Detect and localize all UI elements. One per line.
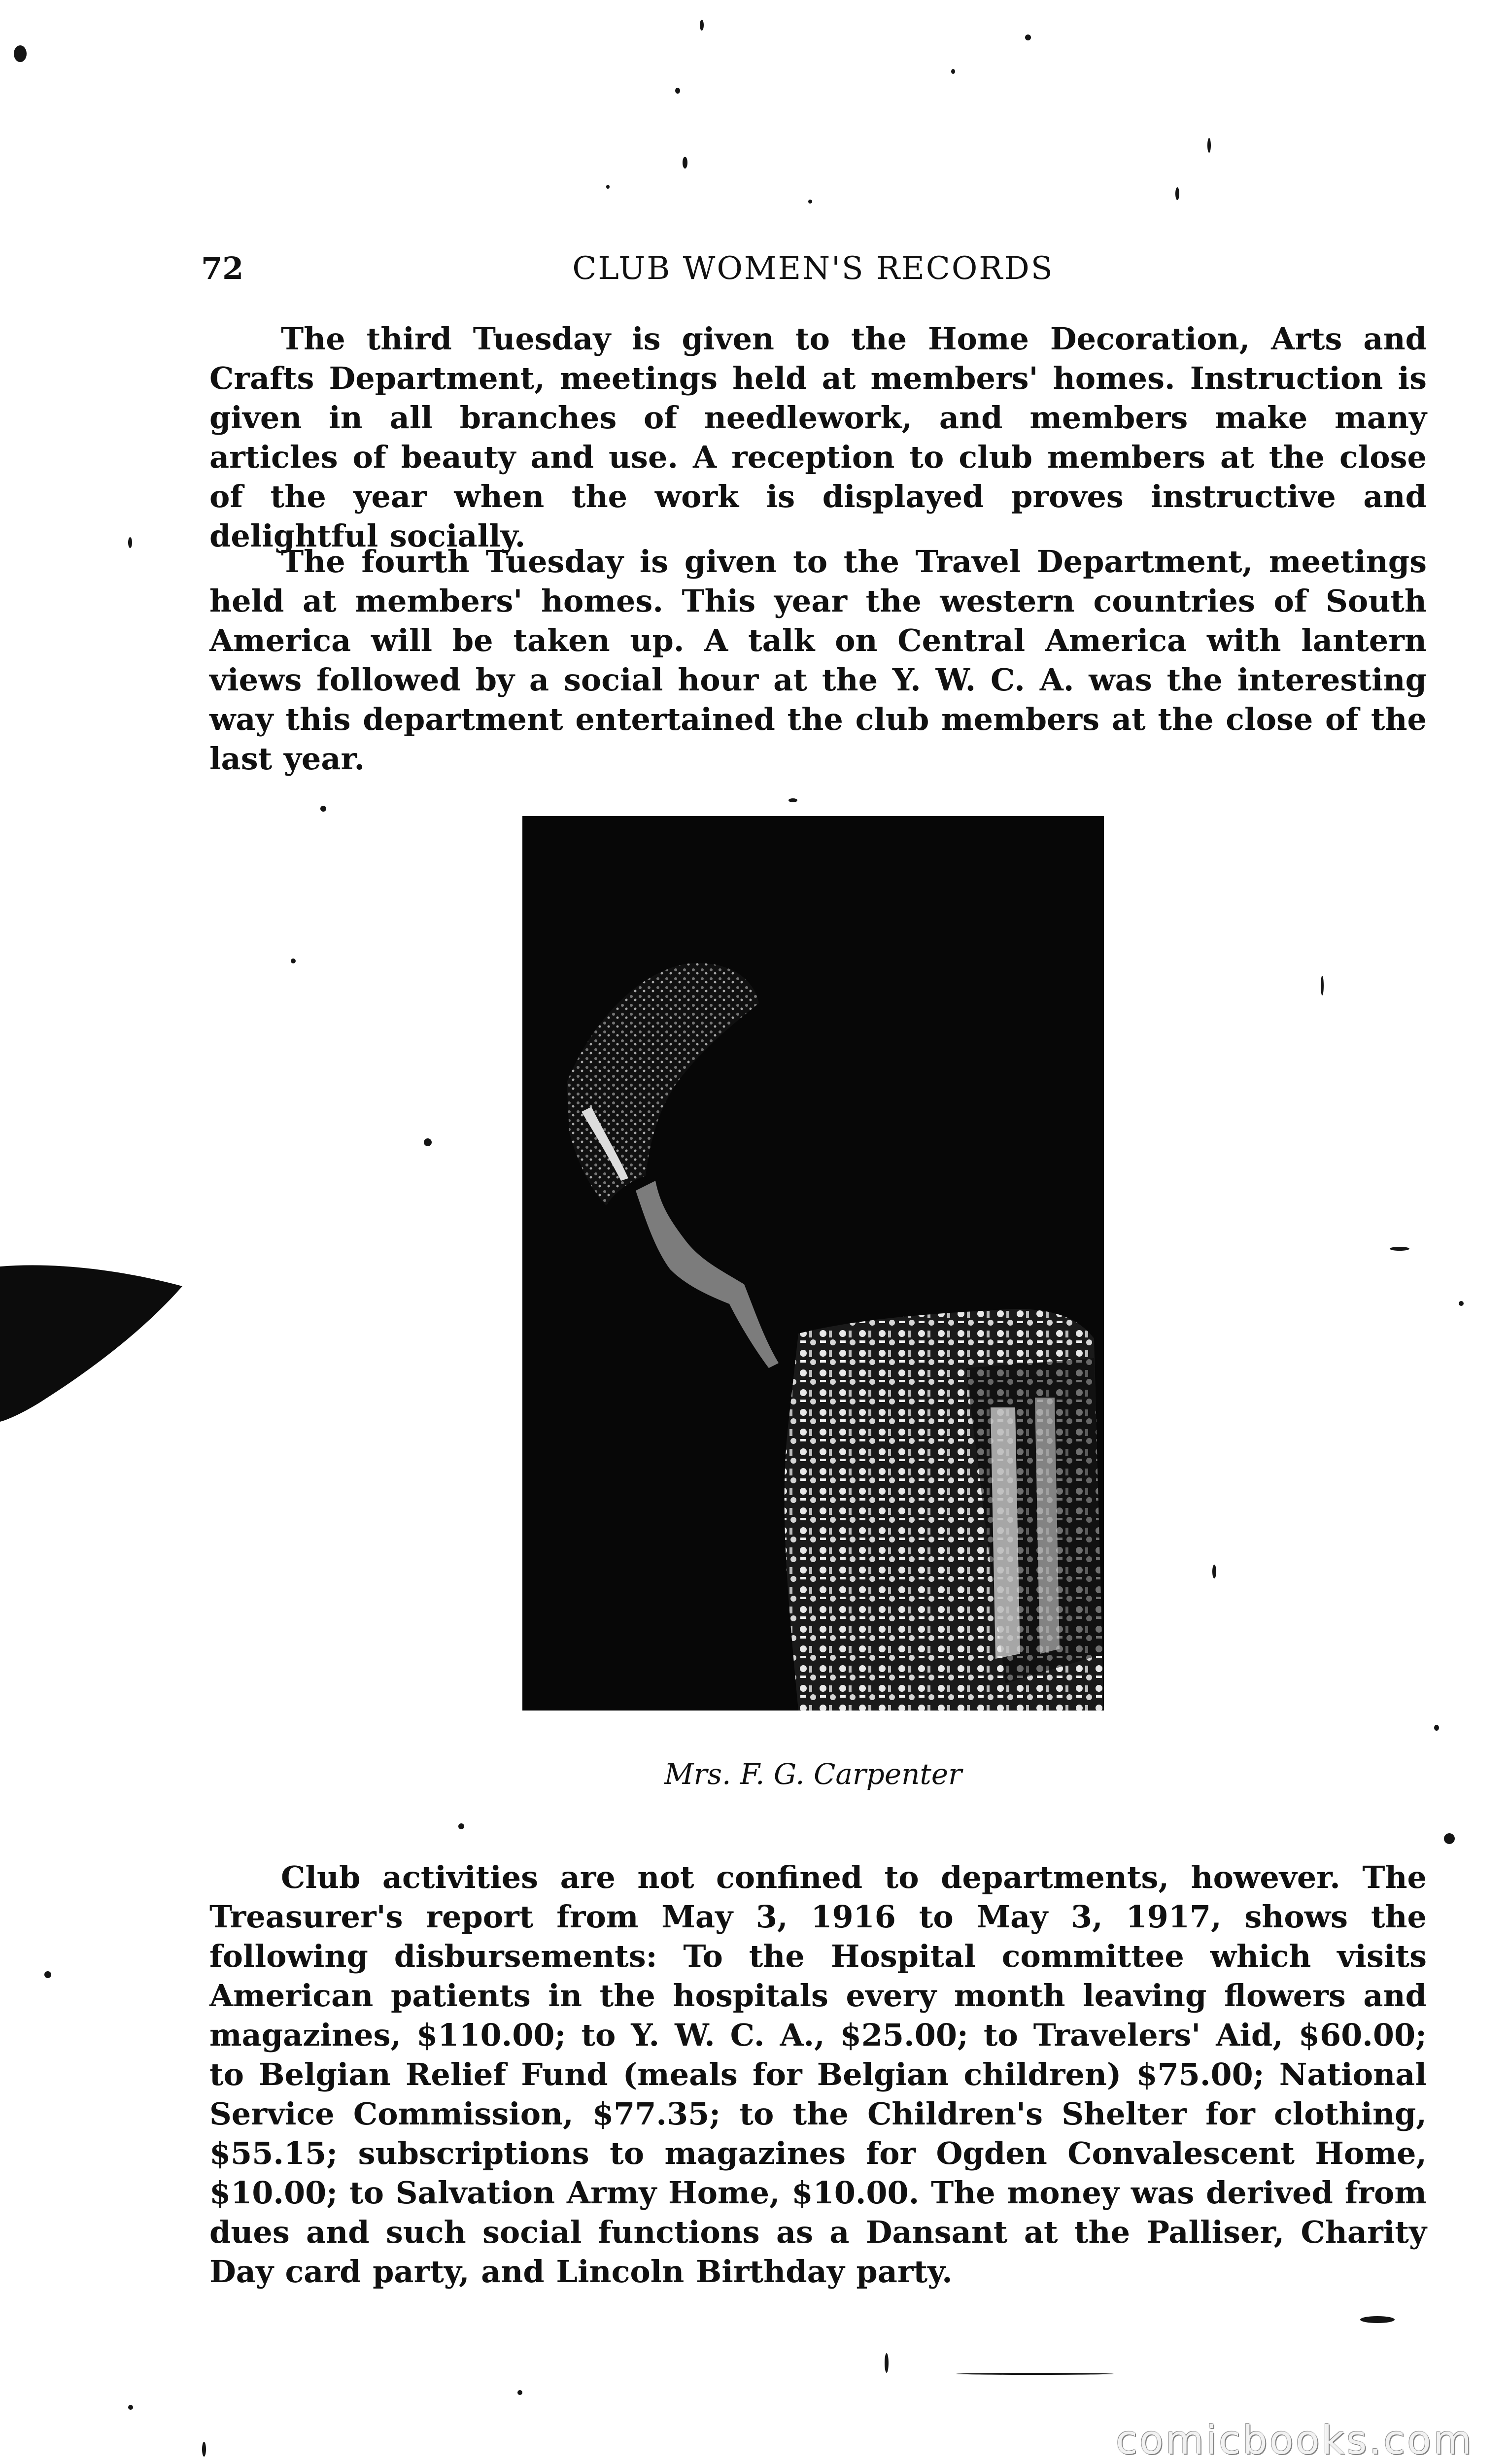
scan-speck: [1175, 187, 1179, 200]
scan-speck: [1207, 138, 1211, 153]
scan-speck: [788, 798, 797, 802]
scan-speck: [517, 2390, 522, 2395]
scan-speck: [1321, 976, 1324, 995]
paragraph-text: The third Tuesday is given to the Home Decoration, Arts and Crafts Department, meetings held at members' homes. Instruction is given in all branches of needlework, and members make many articles of beauty and use. A reception to club members at the close of the year when the work is displayed proves instructive and delightful socially.: [209, 321, 1427, 554]
paragraph-text: The fourth Tuesday is given to the Travel Department, meetings held at members' homes. This year the western countries of South America will be taken up. A talk on Central America with lantern views followed by a social hour at the Y. W. C. A. was the interesting way this department entertained the club members at the close of the last year.: [209, 544, 1427, 777]
scan-speck: [1459, 1301, 1464, 1306]
paragraph-club-activities: [209, 1858, 1427, 2292]
scan-speck: [808, 200, 812, 204]
running-head: CLUB WOMEN'S RECORDS: [572, 250, 1054, 287]
scan-speck: [956, 2373, 1114, 2375]
scan-speck: [291, 958, 296, 963]
scan-speck: [700, 20, 704, 31]
scan-speck: [128, 537, 132, 548]
photo-caption: Mrs. F. G. Carpenter: [664, 1757, 962, 1791]
scan-speck: [424, 1138, 432, 1146]
scan-speck: [606, 185, 610, 189]
scan-speck: [885, 2353, 889, 2373]
portrait-photograph: [522, 816, 1104, 1711]
scan-speck: [675, 88, 680, 94]
portrait-image: [522, 816, 1104, 1711]
paragraph-text: Club activities are not confined to departments, however. The Treasurer's report from May 3, 1916 to May 3, 1917, shows the following disbursements: To the Hospital committee which visits American patients in the hospitals every month leaving flowers and magazines, $110.00; to Y. W. C. A., $25.00; to Travelers' Aid, $60.00; to Belgian Relief Fund (meals for Belgian children) $75.00; National Service Commission, $77.35; to the Children's Shelter for clothing, $55.15; subscriptions to magazines for Ogden Convalescent Home, $10.00; to Salvation Army Home, $10.00. The money was derived from dues and such social functions as a Dansant at the Palliser, Charity Day card party, and Lincoln Birthday party.: [209, 1859, 1427, 2290]
scan-speck: [1025, 34, 1031, 40]
scan-speck: [1434, 1725, 1439, 1731]
paragraph-fourth-tuesday: [209, 542, 1427, 779]
scan-edge-shadow: [0, 1252, 187, 1424]
scan-speck: [683, 157, 687, 169]
scan-speck: [320, 806, 326, 812]
site-watermark: comicbooks.com: [1115, 2417, 1474, 2463]
scan-speck: [1444, 1833, 1455, 1844]
scan-speck: [14, 45, 27, 62]
paragraph-third-tuesday: [209, 319, 1427, 556]
scan-speck: [458, 1823, 464, 1829]
scan-speck: [44, 1971, 51, 1978]
scan-speck: [202, 2442, 206, 2457]
scan-speck: [1360, 2316, 1395, 2323]
scan-speck: [1390, 1247, 1409, 1251]
scan-speck: [1212, 1565, 1216, 1578]
page-number: 72: [201, 250, 244, 286]
scan-speck: [951, 69, 955, 74]
scan-speck: [128, 2405, 133, 2410]
